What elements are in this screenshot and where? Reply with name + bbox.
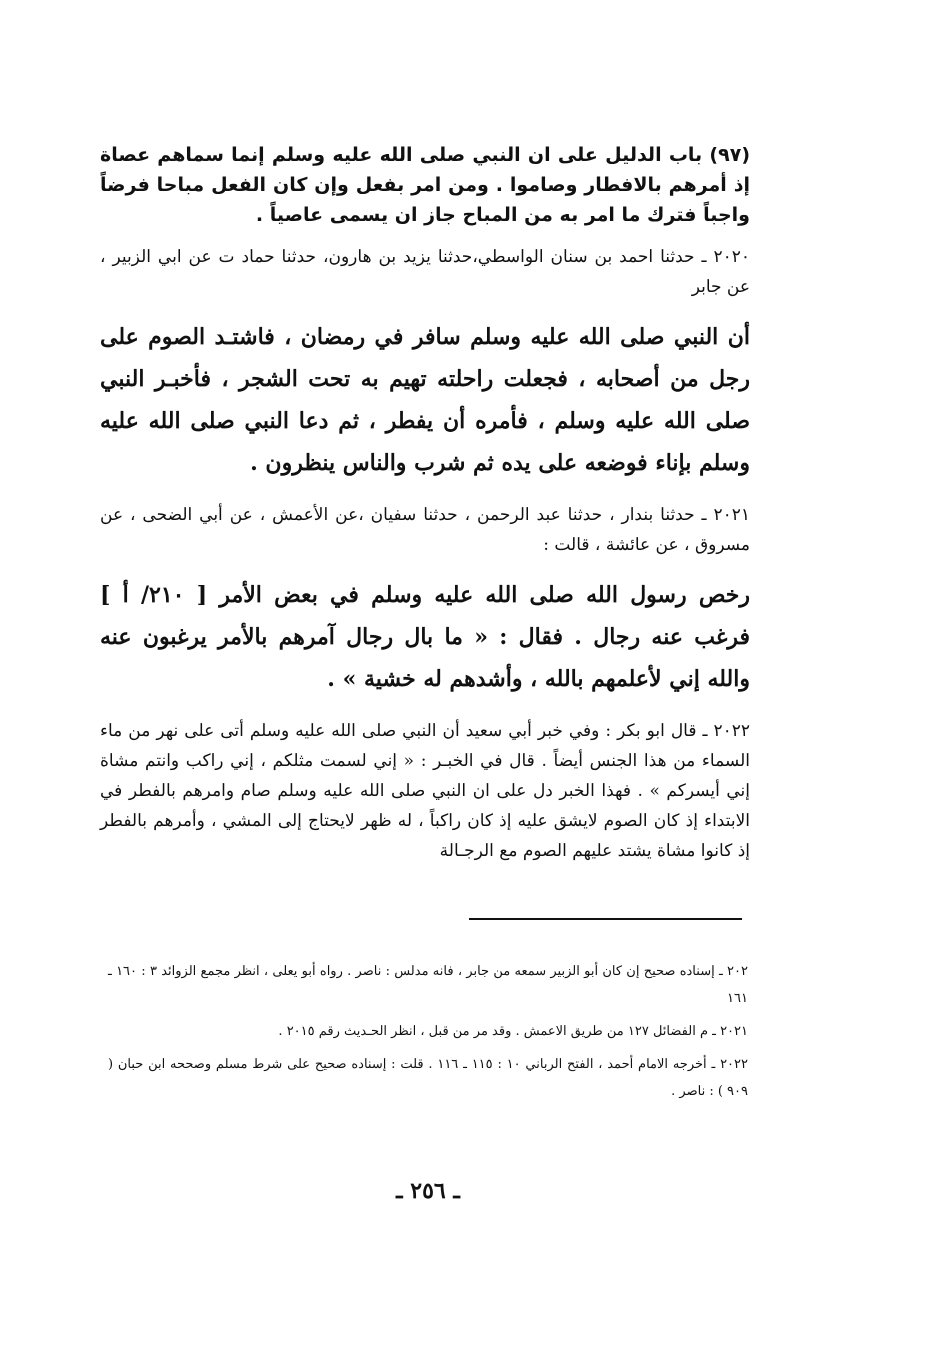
- hadith-2021-matn: رخص رسول الله صلى الله عليه وسلم في بعض الأمر [ ٢١٠/ أ ] فرغب عنه رجال . فقال : « ما بال رجال آمرهم بالأمر يرغبون عنه والله إني لأعلمهم بالله ، وأشدهم له خشية » .: [100, 582, 751, 692]
- footnote-2021: ٢٠٢١ ـ م الفضائل ١٢٧ من طريق الاعمش . وقد مر من قبل ، انظر الحـديث رقم ٢٠١٥ .: [278, 1024, 748, 1039]
- page-number: ـ ٢٥٦ ـ: [396, 1178, 460, 1204]
- footnote-divider: [469, 918, 742, 920]
- footnote-2022: ٢٠٢٢ ـ أخرجه الامام أحمد ، الفتح الرباني ١٠ : ١١٥ ـ ١١٦ . قلت : إسناده صحيح على شرط مسلم وصححه ابن حبان ( ٩٠٩ ) : ناصر .: [108, 1057, 748, 1099]
- chapter-heading: (٩٧) باب الدليل على ان النبي صلى الله عليه وسلم إنما سماهم عصاة إذ أمرهم بالافطار وصاموا . ومن امر بفعل وإن كان الفعل مباحا فرضاً واجباً فترك ما امر به من المباح جاز ان يسمى عاصياً .: [100, 144, 750, 226]
- commentary-2022: ٢٠٢٢ ـ قال ابو بكر : وفي خبر أبي سعيد أن النبي صلى الله عليه وسلم أتى على نهر من ماء السماء من هذا الجنس أيضاً . قال في الخبـر : « إني لسمت مثلكم ، إني راكب وانتم مشاة إني أيسركم » . فهذا الخبر دل على ان النبي صلى الله عليه وسلم صام وامرهم بالفطر في الابتداء إذ كان الصوم لايشق عليه إذ كان راكباً ، له ظهر لايحتاج إلى المشي ، وأمرهم بالفطر إذ كانوا مشاة يشتد عليهم الصوم مع الرجـالة: [100, 721, 750, 861]
- hadith-2021-isnad: ٢٠٢١ ـ حدثنا بندار ، حدثنا عبد الرحمن ، حدثنا سفيان ،عن الأعمش ، عن أبي الضحى ، عن مسروق ، عن عائشة ، قالت :: [100, 505, 750, 555]
- page-body: [100, 140, 750, 866]
- footnotes: [108, 958, 748, 1111]
- hadith-2020-matn: أن النبي صلى الله عليه وسلم سافر في رمضان ، فاشتـد الصوم على رجل من أصحابه ، فجعلت راحلته تهيم به تحت الشجر ، فأخبـر النبي صلى الله عليه وسلم ، فأمره أن يفطر ، ثم دعا النبي صلى الله عليه وسلم بإناء فوضعه على يده ثم شرب والناس ينظرون .: [100, 324, 750, 476]
- footnote-2020: ٢٠٢ ـ إسناده صحيح إن كان أبو الزبير سمعه من جابر ، فانه مدلس : ناصر . رواه أبو يعلى ، انظر مجمع الزوائد ٣ : ١٦٠ ـ ١٦١: [108, 964, 748, 1006]
- hadith-2020-isnad: ٢٠٢٠ ـ حدثنا احمد بن سنان الواسطي،حدثنا يزيد بن هارون، حدثنا حماد ت عن ابي الزبير ، عن جابر: [100, 247, 750, 297]
